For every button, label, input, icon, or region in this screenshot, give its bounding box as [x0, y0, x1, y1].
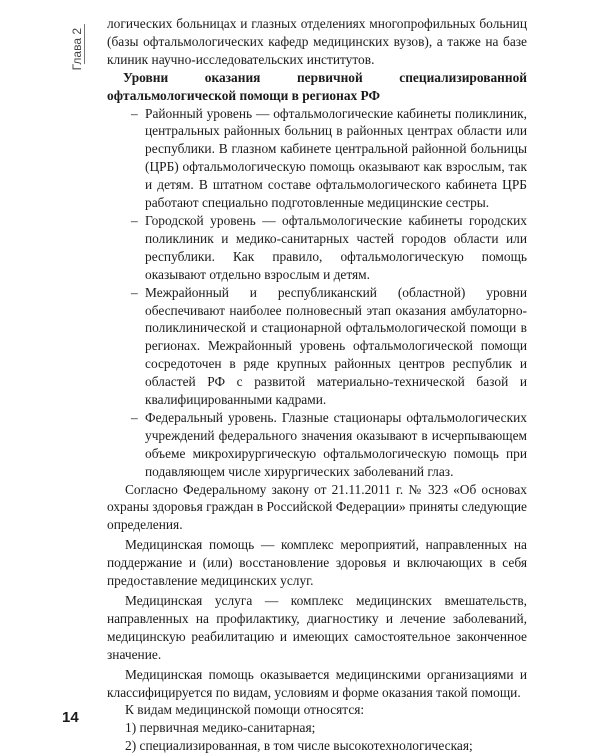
- list-item: – Городской уровень — офтальмологические кабинеты городских поликлиник и медико-санитарных частей городов области или республики. Как правило, офтальмологическую помощь оказывают отдельно взрослым и детям.: [131, 212, 527, 282]
- list-item: 1) первичная медико-санитарная;: [125, 720, 316, 736]
- dash-bullet: –: [131, 409, 138, 425]
- page-number: 14: [62, 709, 79, 726]
- body-paragraph: Медицинская услуга — комплекс медицинских вмешательств, направленных на профилактику, диагностику и лечение заболеваний, медицинскую реабилитацию и имеющих самостоятельное законченное значение.: [107, 593, 527, 662]
- list-item: 2) специализированная, в том числе высокотехнологическая;: [125, 738, 473, 754]
- body-paragraph: Медицинская помощь — комплекс мероприятий, направленных на поддержание и (или) восстановление здоровья и включающих в себя предоставление медицинских услуг.: [107, 537, 527, 589]
- list-item: – Межрайонный и республиканский (областной) уровни обеспечивают наиболее полновесный этап оказания амбулаторно-поликлинической и стационарной офтальмологической помощи в регионах. Межрайонный уровень офтальмологической помощи сосредоточен в ряде крупных районных центров республик и областей РФ с развитой материально-технической базой и квалифицированными кадрами.: [131, 284, 527, 408]
- dash-bullet: –: [131, 105, 138, 121]
- intro-paragraph: логических больницах и глазных отделениях многопрофильных больниц (базы офтальмологических кафедр медицинских вузов), а также на базе клиник научно-исследовательских институтов.: [107, 16, 527, 67]
- body-paragraph: К видам медицинской помощи относятся:: [125, 702, 365, 718]
- list-item: – Федеральный уровень. Глазные стационары офтальмологических учреждений федерального значения оказывают в исчерпывающем объеме микрохирургическую офтальмологическую помощь при подавляющем числе хирургических заболеваний глаз.: [131, 409, 527, 479]
- chapter-label: Глава 2: [70, 28, 84, 71]
- dash-bullet: –: [131, 284, 138, 300]
- body-paragraph: Медицинская помощь оказывается медицинскими организациями и классифицируется по видам, условиям и форме оказания такой помощи.: [107, 666, 527, 700]
- list-item: – Районный уровень — офтальмологические кабинеты поликлиник, центральных районных больниц в районных центрах области или республики. В глазном кабинете центральной районной больницы (ЦРБ) офтальмологическую помощь оказывают как взрослым, так и детям. В штатном составе офтальмологического кабинета ЦРБ работают специально подготовленные медицинские сестры.: [131, 105, 527, 211]
- chapter-tab-rule: [84, 24, 85, 64]
- section-heading: Уровни оказания первичной специализированной офтальмологической помощи в регионах РФ: [107, 69, 527, 103]
- body-paragraph: Согласно Федеральному закону от 21.11.2011 г. № 323 «Об основах охраны здоровья граждан в Российской Федерации» приняты следующие определения.: [107, 481, 527, 533]
- levels-list: [107, 105, 527, 481]
- dash-bullet: –: [131, 212, 138, 228]
- page-body: [107, 15, 527, 755]
